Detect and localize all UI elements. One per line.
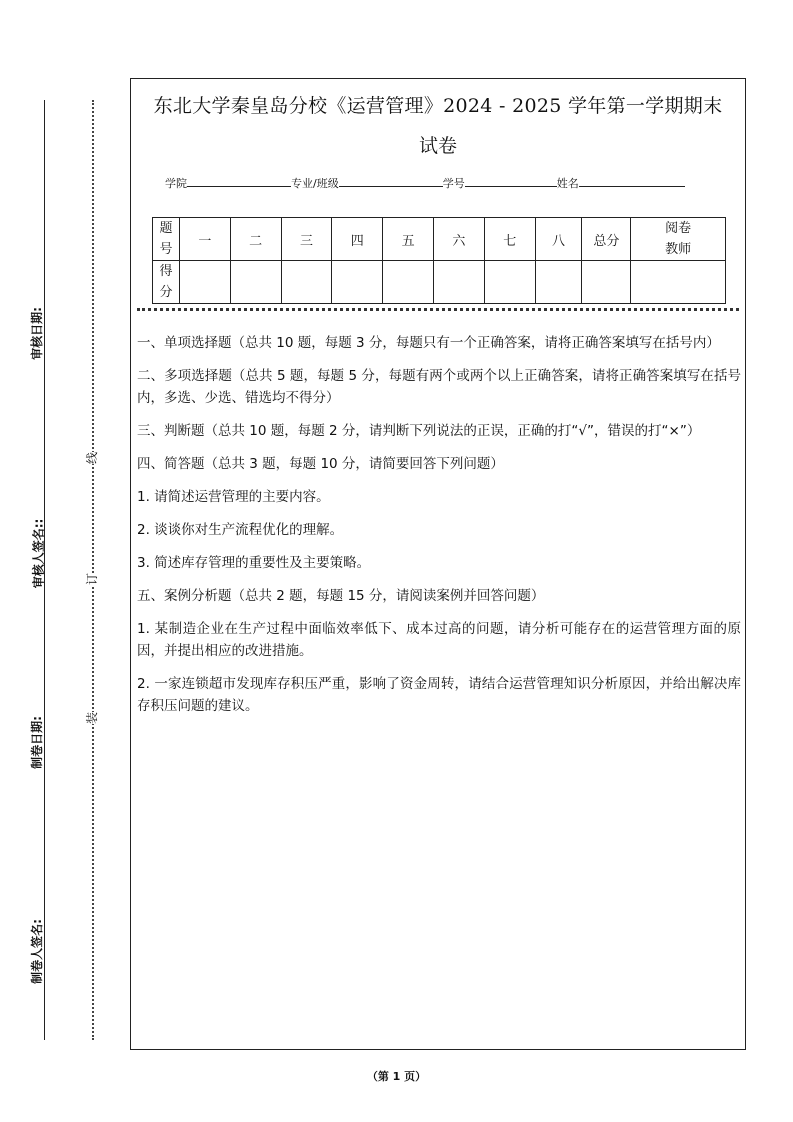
header-cell-1: 一 xyxy=(179,218,230,261)
header-cell-4: 四 xyxy=(332,218,383,261)
score-cell-3[interactable] xyxy=(281,261,332,304)
exam-content xyxy=(137,332,741,728)
name-field[interactable] xyxy=(579,177,685,187)
exam-title-line2: 试卷 xyxy=(418,135,457,157)
student-info-row xyxy=(165,175,685,191)
compiler-signature-label: 制卷人签名: xyxy=(29,919,44,984)
score-table-score-row xyxy=(153,261,726,304)
major-class-label: 专业/班级 xyxy=(291,177,339,190)
header-cell-8: 八 xyxy=(535,218,582,261)
name-label: 姓名 xyxy=(556,177,579,190)
binding-mark-bind: 装 xyxy=(85,711,100,725)
score-table xyxy=(152,217,726,304)
header-cell-2: 二 xyxy=(230,218,281,261)
student-id-label: 学号 xyxy=(442,177,465,190)
section-multiple-choice: 二、多项选择题（总共 5 题，每题 5 分，每题有两个或两个以上正确答案，请将正确答案填写在括号内，多选、少选、错选均不得分） xyxy=(137,368,741,406)
score-cell-5[interactable] xyxy=(383,261,434,304)
section-single-choice: 一、单项选择题（总共 10 题，每题 3 分，每题只有一个正确答案，请将正确答案填写在括号内） xyxy=(137,335,720,351)
score-cell-8[interactable] xyxy=(535,261,582,304)
grading-teacher-header: 阅卷 教师 xyxy=(631,218,726,261)
binding-mark-order: 订 xyxy=(85,572,100,586)
college-field[interactable] xyxy=(187,177,291,187)
short-answer-question-3: 3. 简述库存管理的重要性及主要策略。 xyxy=(137,555,371,571)
binding-dotted-line xyxy=(92,100,94,1040)
score-cell-1[interactable] xyxy=(179,261,230,304)
score-label-cell: 得 分 xyxy=(153,261,180,304)
reviewer-signature-label: 审核人签名:: xyxy=(31,518,46,589)
header-cell-5: 五 xyxy=(383,218,434,261)
question-number-cell: 题 号 xyxy=(153,218,180,261)
score-cell-4[interactable] xyxy=(332,261,383,304)
header-cell-6: 六 xyxy=(434,218,485,261)
header-cell-3: 三 xyxy=(281,218,332,261)
score-table-header-row xyxy=(153,218,726,261)
score-cell-6[interactable] xyxy=(434,261,485,304)
case-question-1: 1. 某制造企业在生产过程中面临效率低下、成本过高的问题，请分析可能存在的运营管理方面的原因，并提出相应的改进措施。 xyxy=(137,621,741,659)
compile-date-label: 制卷日期: xyxy=(29,716,44,769)
page-number: （第 1 页） xyxy=(366,1070,427,1083)
major-class-field[interactable] xyxy=(339,177,443,187)
case-question-2: 2. 一家连锁超市发现库存积压严重，影响了资金周转，请结合运营管理知识分析原因，并给出解决库存积压问题的建议。 xyxy=(137,676,741,714)
section-separator xyxy=(137,308,739,311)
review-date-label: 审核日期: xyxy=(29,307,44,360)
total-score-header: 总分 xyxy=(582,218,631,261)
total-score-cell[interactable] xyxy=(582,261,631,304)
section-short-answer: 四、简答题（总共 3 题，每题 10 分，请简要回答下列问题） xyxy=(137,456,504,472)
section-true-false: 三、判断题（总共 10 题，每题 2 分，请判断下列说法的正误，正确的打“√”，错误的打“×”） xyxy=(137,423,701,439)
grading-teacher-cell[interactable] xyxy=(631,261,726,304)
short-answer-question-2: 2. 谈谈你对生产流程优化的理解。 xyxy=(137,522,344,538)
short-answer-question-1: 1. 请简述运营管理的主要内容。 xyxy=(137,489,330,505)
section-case-analysis: 五、案例分析题（总共 2 题，每题 15 分，请阅读案例并回答问题） xyxy=(137,588,545,604)
score-cell-2[interactable] xyxy=(230,261,281,304)
binding-mark-line: 线 xyxy=(85,451,100,465)
header-cell-7: 七 xyxy=(484,218,535,261)
exam-title: 东北大学秦皇岛分校《运营管理》2024 - 2025 学年第一学期期末 xyxy=(153,95,723,117)
exam-frame xyxy=(130,78,746,1050)
college-label: 学院 xyxy=(165,177,187,190)
score-cell-7[interactable] xyxy=(484,261,535,304)
student-id-field[interactable] xyxy=(465,177,557,187)
